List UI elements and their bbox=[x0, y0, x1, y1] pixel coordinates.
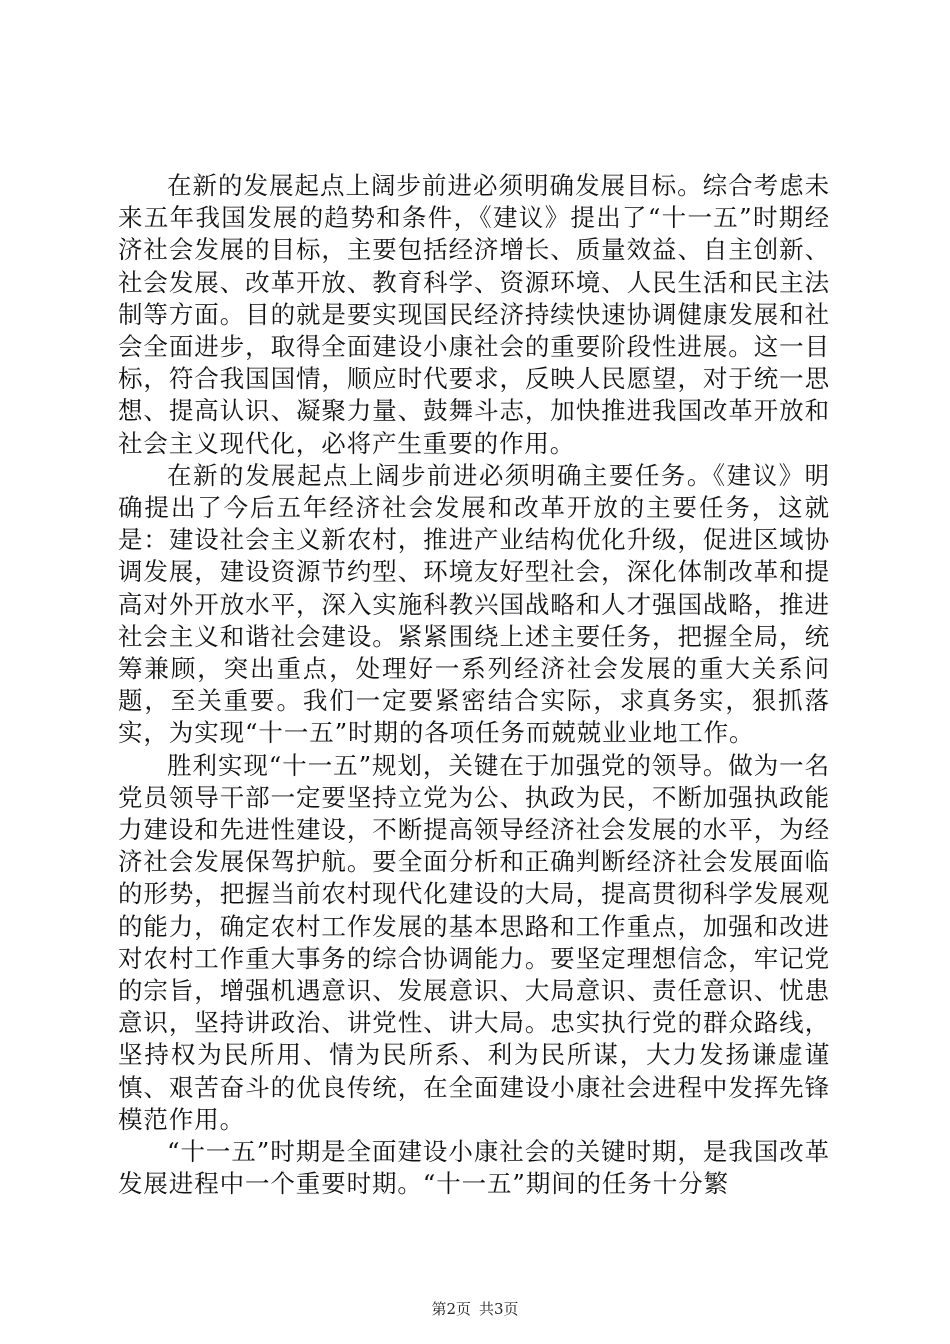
paragraph-main-tasks: 在新的发展起点上阔步前进必须明确主要任务。《建议》明确提出了今后五年经济社会发展和改革开放的主要任务，这就是：建设社会主义新农村，推进产业结构优化升级，促进区域协调发展，建设资源节约型、环境友好型社会，深化体制改革和提高对外开放水平，深入实施科教兴国战略和人才强国战略，推进社会主义和谐社会建设。紧紧围绕上述主要任务，把握全局，统筹兼顾，突出重点，处理好一系列经济社会发展的重大关系问题，至关重要。我们一定要紧密结合实际，求真务实，狠抓落实，为实现“十一五”时期的各项任务而兢兢业业地工作。 bbox=[118, 460, 830, 748]
page-total: 共3页 bbox=[479, 1300, 519, 1318]
paragraph-key-period: “十一五”时期是全面建设小康社会的关键时期，是我国改革发展进程中一个重要时期。“十一五”期间的任务十分繁 bbox=[118, 1137, 830, 1199]
document-body bbox=[118, 170, 830, 1201]
page-footer bbox=[0, 1299, 950, 1319]
page-number: 第2页 bbox=[431, 1300, 471, 1318]
paragraph-development-goals: 在新的发展起点上阔步前进必须明确发展目标。综合考虑未来五年我国发展的趋势和条件，《建议》提出了“十一五”时期经济社会发展的目标，主要包括经济增长、质量效益、自主创新、社会发展、改革开放、教育科学、资源环境、人民生活和民主法制等方面。目的就是要实现国民经济持续快速协调健康发展和社会全面进步，取得全面建设小康社会的重要阶段性进展。这一目标，符合我国国情，顺应时代要求，反映人民愿望，对于统一思想、提高认识、凝聚力量、鼓舞斗志，加快推进我国改革开放和社会主义现代化，必将产生重要的作用。 bbox=[118, 171, 830, 458]
paragraph-party-leadership: 胜利实现“十一五”规划，关键在于加强党的领导。做为一名党员领导干部一定要坚持立党为公、执政为民，不断加强执政能力建设和先进性建设，不断提高领导经济社会发展的水平，为经济社会发展保驾护航。要全面分析和正确判断经济社会发展面临的形势，把握当前农村现代化建设的大局，提高贯彻科学发展观的能力，确定农村工作发展的基本思路和工作重点，加强和改进对农村工作重大事务的综合协调能力。要坚定理想信念，牢记党的宗旨，增强机遇意识、发展意识、大局意识、责任意识、忧患意识，坚持讲政治、讲党性、讲大局。忠实执行党的群众路线，坚持权为民所用、情为民所系、利为民所谋，大力发扬谦虚谨慎、艰苦奋斗的优良传统，在全面建设小康社会进程中发挥先锋模范作用。 bbox=[118, 750, 830, 1134]
